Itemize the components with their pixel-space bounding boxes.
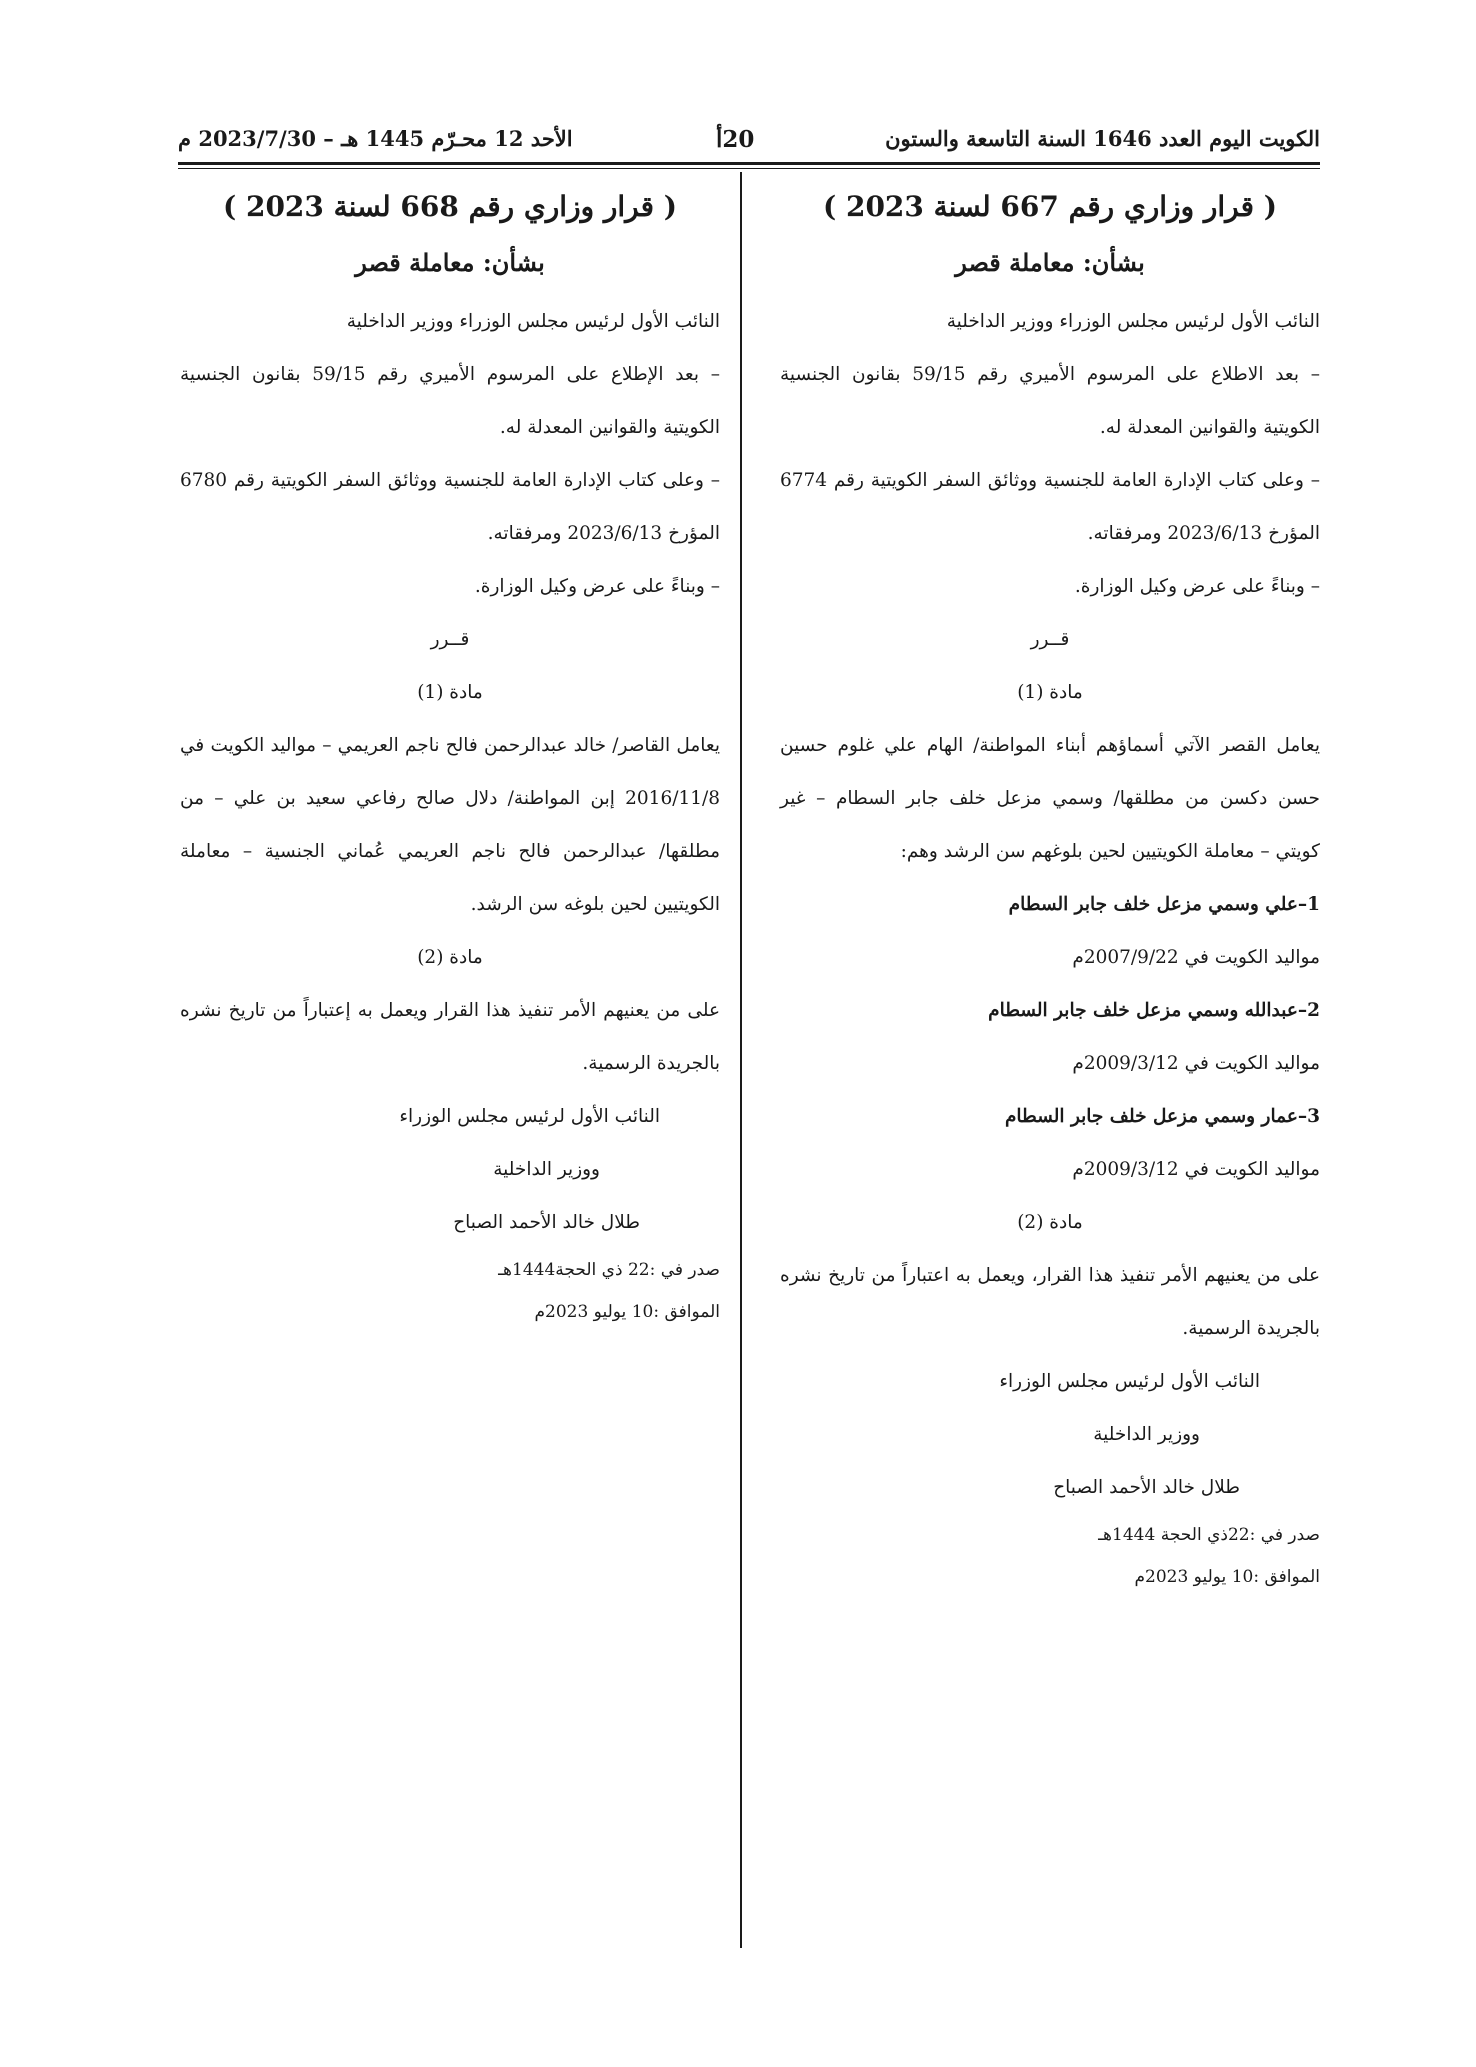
decree-issuer: النائب الأول لرئيس مجلس الوزراء ووزير الداخلية	[946, 311, 1320, 332]
issued-date-gregorian: الموافق :10 يوليو 2023م	[1134, 1567, 1320, 1587]
page-header	[178, 120, 1320, 160]
decree-667-column	[780, 185, 1320, 1598]
preamble-proposal: – وبناءً على عرض وكيل الوزارة.	[474, 576, 720, 597]
article-1-text: يعامل القاصر/ خالد عبدالرحمن فالح ناجم العريمي – مواليد الكويت في 2016/11/8 إبن المواطنة/ دلال صالح رفاعي سعيد بن علي – من مطلقها/ عبدالرحمن فالح ناجم العريمي عُماني الجنسية – معاملة الكويتيين لحين بلوغه سن الرشد.	[180, 735, 720, 915]
signature-name: طلال خالد الأحمد الصباح	[453, 1212, 640, 1233]
header-date: الأحد 12 محـرّم 1445 هـ – 2023/7/30 م	[178, 126, 573, 151]
signature-title: النائب الأول لرئيس مجلس الوزراء	[399, 1106, 660, 1127]
signature-ministry: ووزير الداخلية	[493, 1159, 600, 1180]
issued-date-gregorian: الموافق :10 يوليو 2023م	[534, 1302, 720, 1322]
minor-3-birth: مواليد الكويت في 2009/3/12م	[1072, 1159, 1320, 1180]
article-2-heading: مادة (2)	[417, 947, 483, 968]
header-issue-info: الكويت اليوم العدد 1646 السنة التاسعة والستون	[885, 126, 1320, 151]
signature-title: النائب الأول لرئيس مجلس الوزراء	[999, 1371, 1260, 1392]
preamble-letter: – وعلى كتاب الإدارة العامة للجنسية ووثائق السفر الكويتية رقم 6774 المؤرخ 2023/6/13 ومرفقاته.	[780, 470, 1320, 544]
minor-2-name: 2–عبدالله وسمي مزعل خلف جابر السطام	[988, 1000, 1320, 1021]
column-divider	[740, 172, 742, 1948]
preamble-law: – بعد الإطلاع على المرسوم الأميري رقم 59/15 بقانون الجنسية الكويتية والقوانين المعدلة له.	[180, 364, 720, 438]
minor-2-birth: مواليد الكويت في 2009/3/12م	[1072, 1053, 1320, 1074]
signature-name: طلال خالد الأحمد الصباح	[1053, 1477, 1240, 1498]
preamble-letter: – وعلى كتاب الإدارة العامة للجنسية ووثائق السفر الكويتية رقم 6780 المؤرخ 2023/6/13 ومرفقاته.	[180, 470, 720, 544]
article-1-heading: مادة (1)	[1017, 682, 1083, 703]
decree-issuer: النائب الأول لرئيس مجلس الوزراء ووزير الداخلية	[346, 311, 720, 332]
issued-date-hijri: صدر في :22ذي الحجة 1444هـ	[1098, 1525, 1320, 1545]
header-rule-thick	[178, 162, 1320, 165]
article-1-heading: مادة (1)	[417, 682, 483, 703]
decree-subject: بشأن: معاملة قصر	[955, 248, 1145, 277]
minor-3-name: 3–عمار وسمي مزعل خلف جابر السطام	[1004, 1106, 1320, 1127]
minor-1-name: 1–علي وسمي مزعل خلف جابر السطام	[1008, 894, 1320, 915]
preamble-proposal: – وبناءً على عرض وكيل الوزارة.	[1074, 576, 1320, 597]
article-2-text: على من يعنيهم الأمر تنفيذ هذا القرار، ويعمل به اعتباراً من تاريخ نشره بالجريدة الرسمية.	[780, 1265, 1320, 1339]
article-2-text: على من يعنيهم الأمر تنفيذ هذا القرار ويعمل به إعتباراً من تاريخ نشره بالجريدة الرسمية.	[180, 1000, 720, 1074]
decree-title: ( قرار وزاري رقم 668 لسنة 2023 )	[222, 190, 678, 223]
minor-1-birth: مواليد الكويت في 2007/9/22م	[1072, 947, 1320, 968]
decided-heading: قــرر	[1030, 629, 1070, 650]
signature-ministry: ووزير الداخلية	[1093, 1424, 1200, 1445]
article-1-text: يعامل القصر الآتي أسماؤهم أبناء المواطنة/ الهام علي غلوم حسين حسن دكسن من مطلقها/ وسمي مزعل خلف جابر السطام – غير كويتي – معاملة الكويتيين لحين بلوغهم سن الرشد وهم:	[780, 735, 1320, 862]
issued-date-hijri: صدر في :22 ذي الحجة1444هـ	[498, 1260, 720, 1280]
preamble-law: – بعد الاطلاع على المرسوم الأميري رقم 59/15 بقانون الجنسية الكويتية والقوانين المعدلة له.	[780, 364, 1320, 438]
decree-subject: بشأن: معاملة قصر	[355, 248, 545, 277]
decree-title: ( قرار وزاري رقم 667 لسنة 2023 )	[822, 190, 1278, 223]
decided-heading: قــرر	[430, 629, 470, 650]
decree-668-column	[180, 185, 720, 1333]
article-2-heading: مادة (2)	[1017, 1212, 1083, 1233]
header-rule-thin	[178, 168, 1320, 169]
header-page-number: 20أ	[716, 126, 755, 153]
